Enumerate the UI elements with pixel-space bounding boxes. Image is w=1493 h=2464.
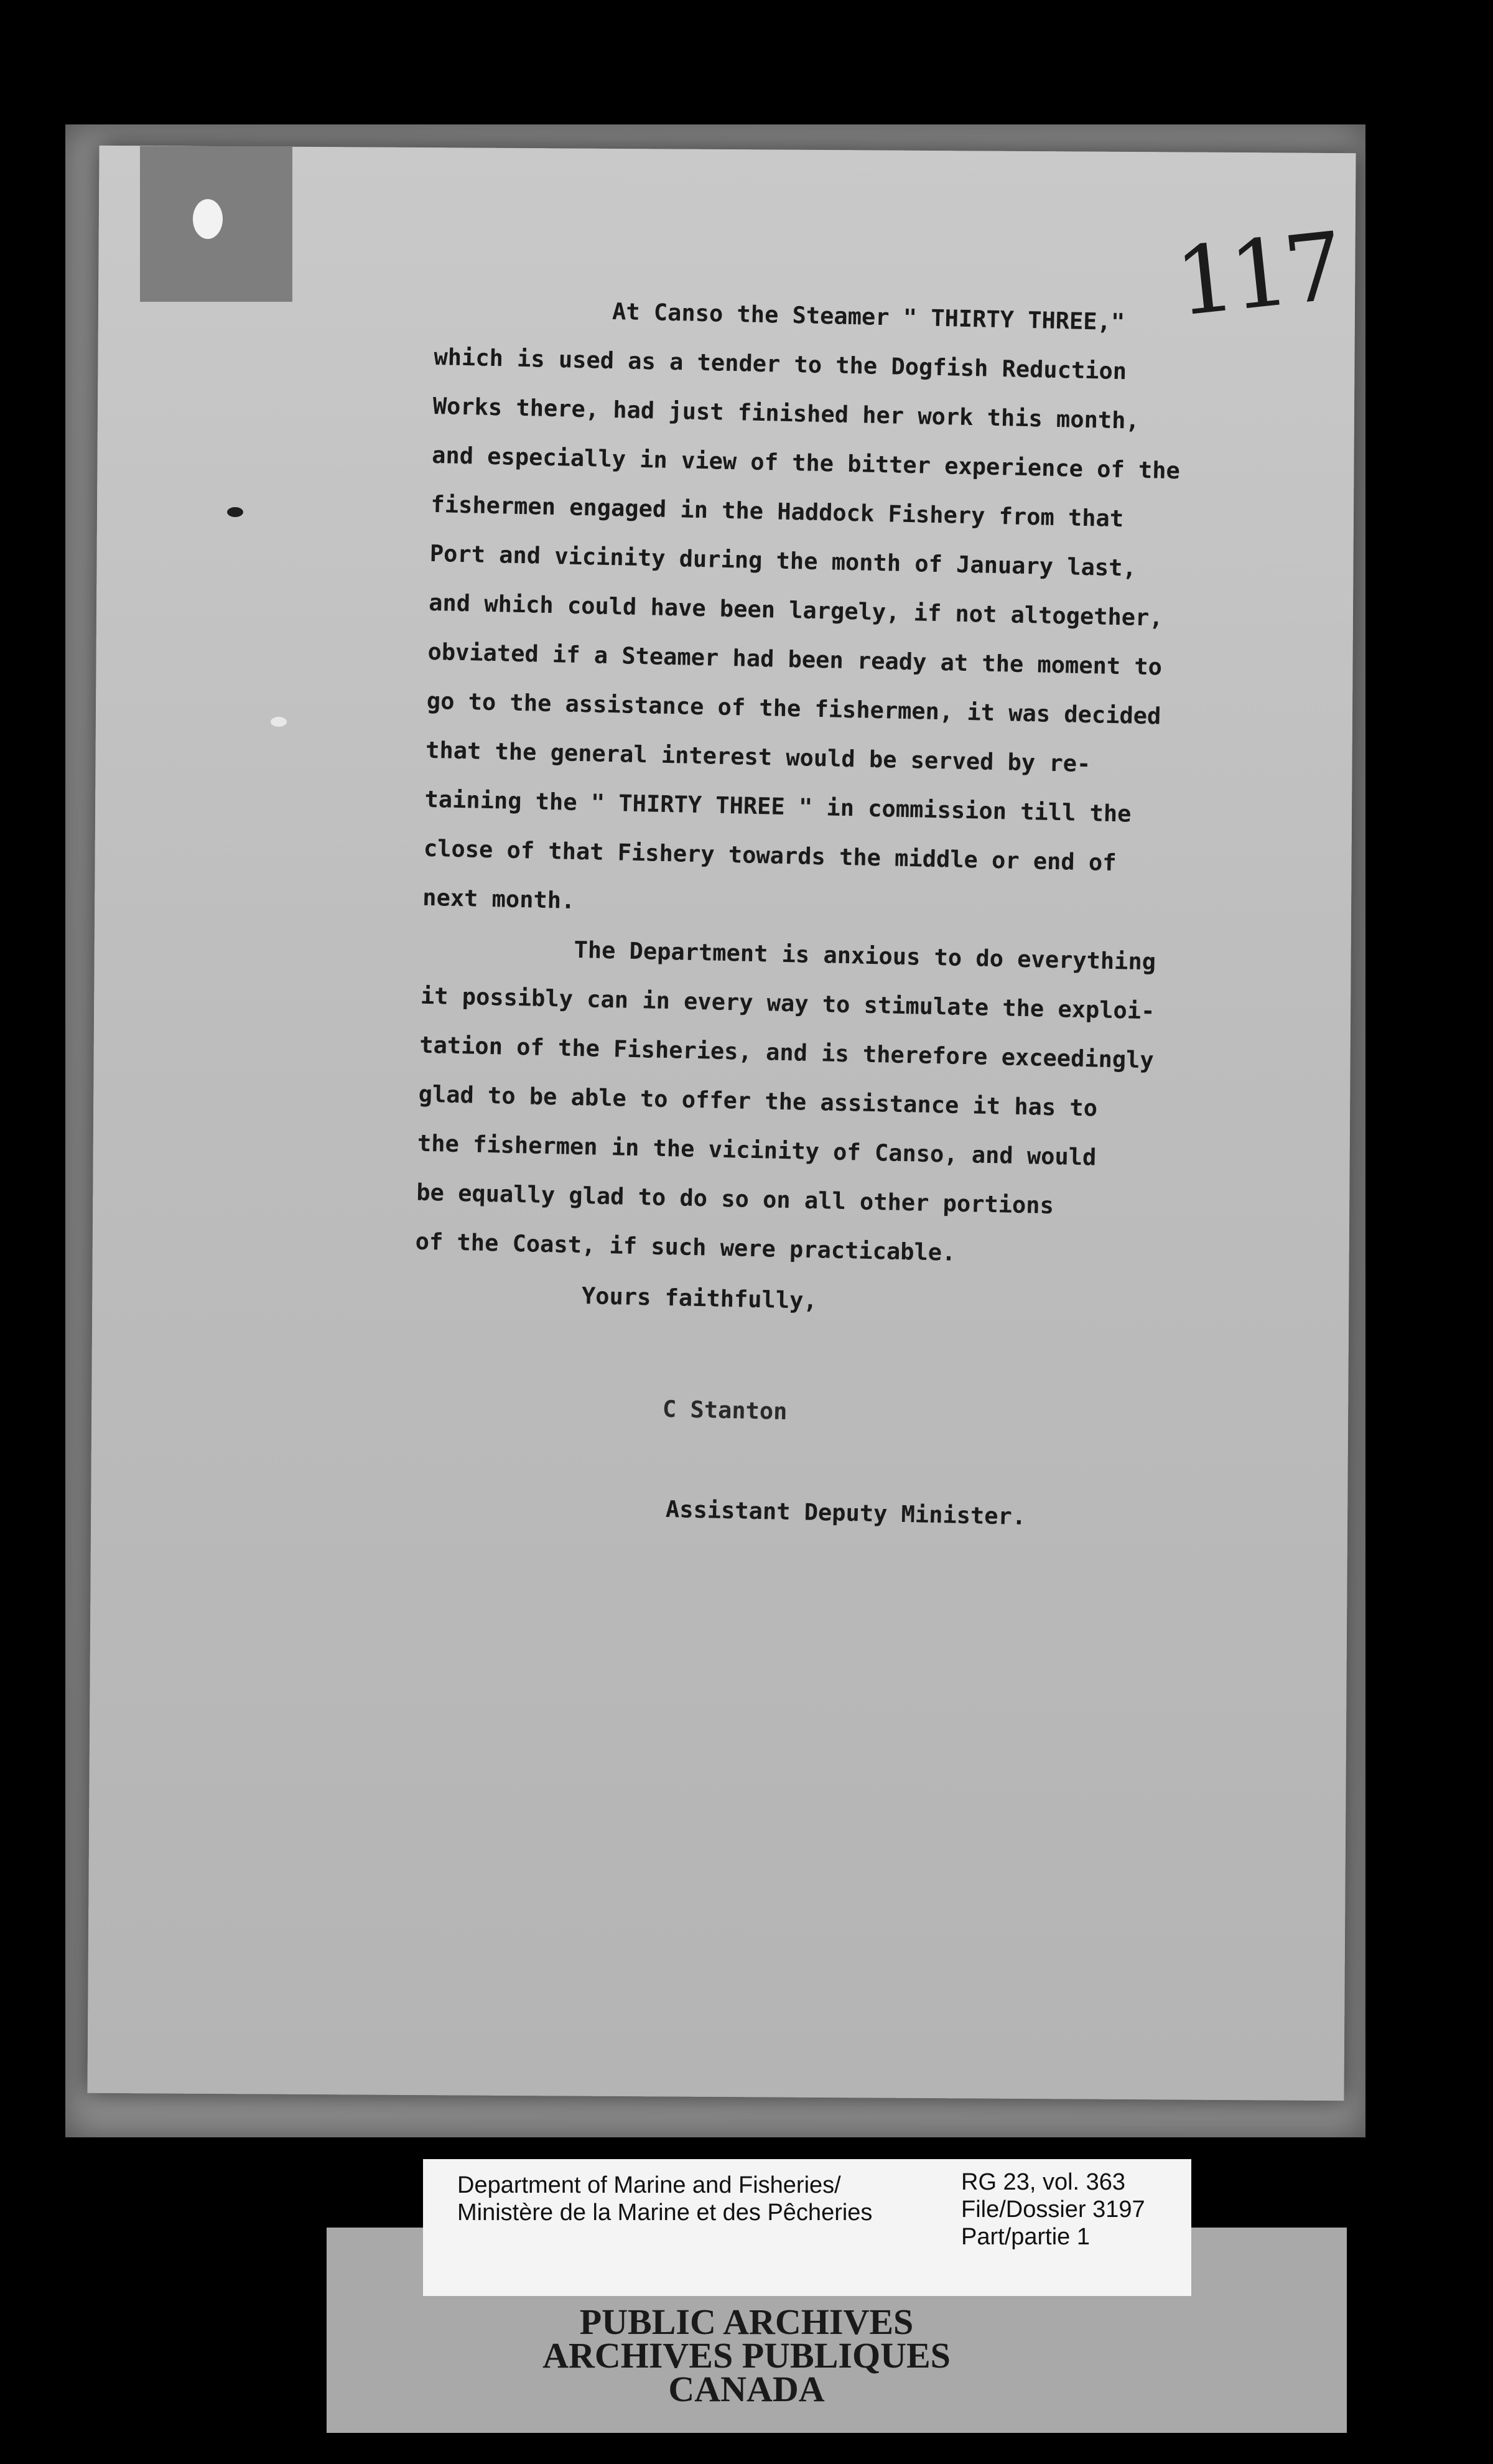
letter-line: next month.	[422, 884, 575, 914]
letter-line: obviated if a Steamer had been ready at the moment to	[427, 638, 1163, 681]
department-name	[457, 2172, 872, 2226]
letter-line: glad to be able to offer the assistance it has to	[418, 1080, 1098, 1122]
letter-line: and especially in view of the bitter experience of the	[431, 441, 1181, 485]
closing: Yours faithfully,	[581, 1282, 818, 1314]
signer-name: C Stanton	[662, 1395, 788, 1426]
ref-line: RG 23, vol. 363	[961, 2169, 1126, 2195]
paper-spot	[271, 717, 287, 727]
letter-line: taining the " THIRTY THREE " in commission till the	[424, 785, 1132, 828]
letter-line: The Department is anxious to do everything	[574, 936, 1156, 976]
signer-title: Assistant Deputy Minister.	[665, 1495, 1026, 1531]
letter-line: be equally glad to do so on all other portions	[416, 1178, 1054, 1220]
punch-hole	[193, 199, 223, 239]
letter-line: Works there, had just finished her work this month,	[432, 392, 1140, 434]
letter-line: and which could have been largely, if not altogether,	[428, 589, 1164, 632]
letter-line: that the general interest would be served by re-	[425, 736, 1091, 778]
letter-line: tation of the Fisheries, and is therefore exceedingly	[419, 1031, 1155, 1074]
stamp-line: CANADA	[668, 2369, 825, 2409]
letter-line: it possibly can in every way to stimulate the exploi-	[420, 982, 1155, 1025]
ref-line: Part/partie 1	[961, 2224, 1090, 2250]
department-line: Ministère de la Marine et des Pêcheries	[457, 2200, 873, 2226]
stamp-line: ARCHIVES PUBLIQUES	[542, 2335, 951, 2376]
folio-number: 117	[1170, 212, 1344, 338]
letter-line: go to the assistance of the fishermen, it was decided	[426, 687, 1161, 730]
stamp-line: PUBLIC ARCHIVES	[579, 2302, 914, 2342]
letter-line: close of that Fishery towards the middle or end of	[423, 834, 1117, 877]
file-reference	[961, 2168, 1145, 2251]
letter-line: the fishermen in the vicinity of Canso, and would	[417, 1129, 1097, 1171]
letter-body	[415, 283, 1325, 1285]
department-line: Department of Marine and Fisheries/	[457, 2172, 841, 2198]
letter-line: of the Coast, if such were practicable.	[415, 1228, 956, 1266]
ref-line: File/Dossier 3197	[961, 2196, 1145, 2223]
letter-line: Port and vicinity during the month of January last,	[429, 539, 1137, 582]
letter-line: fishermen engaged in the Haddock Fishery from that	[430, 490, 1124, 533]
letter-line: At Canso the Steamer " THIRTY THREE,"	[612, 297, 1125, 336]
archives-stamp	[0, 2302, 1493, 2409]
ink-mark	[227, 507, 243, 517]
letter-line: which is used as a tender to the Dogfish Reduction	[434, 343, 1127, 385]
